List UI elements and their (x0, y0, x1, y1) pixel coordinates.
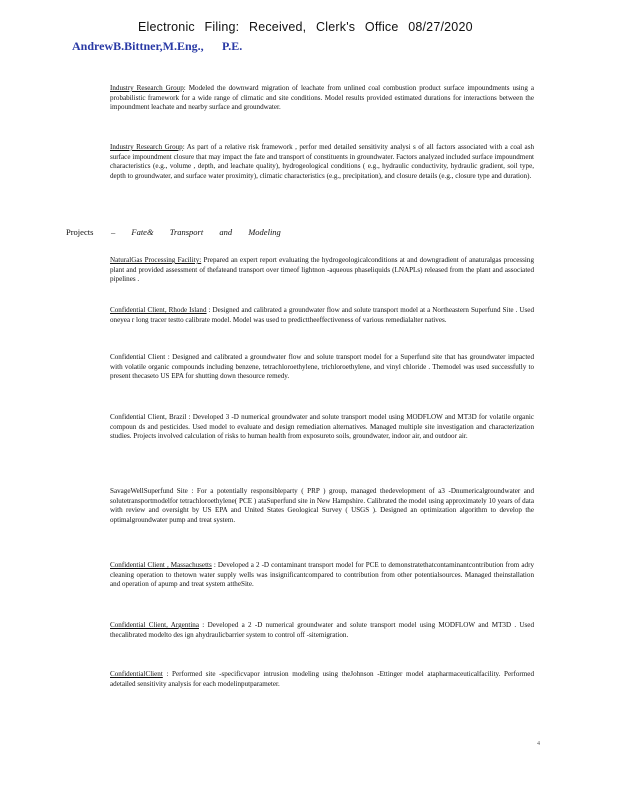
project-label: NaturalGas Processing Facility: (110, 256, 202, 264)
author-title: P.E. (222, 39, 243, 53)
project-paragraph (110, 670, 534, 689)
project-paragraph (110, 561, 534, 590)
project-text: : Performed site -specificvapor intrusion modeling using theJohnson -Ettinger model atapharmaceuticalfacility. Performed adetailed sensitivity analysis for each modelinputparameter. (110, 670, 534, 688)
project-text: Confidential Client : Designed and calibrated a groundwater flow and solute transport model for a Superfund site that has groundwater impacted with volatile organic compounds including benzene, tetrachloroethylene, trichloroethylene, and vinyl chloride . Themodel was used successfully to present thecaseto US EPA for shutting down thesource remedy. (110, 353, 534, 381)
project-text: : Developed a 2 -D contaminant transport model for PCE to demonstratethatcontaminantcontribution from adry cleaning operation to thetown water supply wells was insignificantcompared to contribution from other potentialsources. Managed theinstallation and operation of apump and treat system attheSite. (110, 561, 534, 589)
project-paragraph (110, 256, 534, 285)
author-name: AndrewB.Bittner,M.Eng., (72, 39, 204, 53)
project-text: SavageWellSuperfund Site : For a potentially responsibleparty ( PRP ) group, managed thedevelopment of a3 -Dnumericalgroundwater and solutetransportmodelfor tetrachloroethylene( PCE ) ataSuperfund site in New Hampshire. Calibrated the model using approximately 10 years of data with review and oversight by US EPA and United States Geological Survey ( USGS ). Designed an optimization algorithm to develop the optimalgroundwater pump and treat system. (110, 487, 534, 524)
project-paragraph (110, 353, 534, 382)
project-label: Confidential Client , Massachusetts (110, 561, 212, 569)
project-paragraph (110, 84, 534, 113)
project-label: Industry Research Group (110, 143, 183, 151)
project-paragraph (110, 487, 534, 525)
project-label: Industry Research Group (110, 84, 184, 92)
section-heading: – Fate& Transport and Modeling (111, 227, 281, 237)
project-label: ConfidentialClient (110, 670, 163, 678)
project-paragraph (110, 621, 534, 640)
project-text: : Modeled the downward migration of leachate from unlined coal combustion product surface impoundments using a probabilistic framework for a wide range of climatic and site conditions. Model results provided estimated durations for interactions between the impoundment leachate and nearby surface and groundwater. (110, 84, 535, 112)
project-paragraph (110, 143, 534, 181)
project-text: Prepared an expert report evaluating the hydrogeologicalconditions at and downgradient of anaturalgas processing plant and provided assessment of thefateand transport over timeof lightnon -aqueous phaseliquids (LNAPLs) released from the plant and associated pipelines . (110, 256, 534, 284)
section-side-label: Projects (66, 227, 94, 237)
project-text: : Designed and calibrated a groundwater flow and solute transport model at a Northeastern Superfund Site . Used oneyea r long tracer testto calibrate model. Model was used to predicttheeffectiveness of various remedialalter natives. (110, 306, 534, 324)
project-paragraph (110, 306, 534, 325)
project-label: Confidential Client, Argentina (110, 621, 200, 629)
project-text: : As part of a relative risk framework , perfor med detailed sensitivity analysi s of all factors associated with a coal ash surface impoundment closure that may impact the fate and transport of constituents in groundwater. Factors analyzed included surface impoundment characteristics (e.g., volume , depth, and leachate quality), hydrogeological conditions ( e.g., hydraulic conductivity, hydraulic gradient, soil type, depth to groundwater, and surface water proximity), climatic characteristics (e.g., precipitation), and closure details (e.g., closure type and duration). (110, 143, 535, 180)
project-label: Confidential Client, Rhode Island (110, 306, 207, 314)
page-number: 4 (537, 741, 540, 747)
project-text: Confidential Client, Brazil : Developed 3 -D numerical groundwater and solute transport model using MODFLOW and MT3D for volatile organic compoun ds and pesticides. Used model to evaluate and design remediation alternatives. Managed multiple site investigation and characterization studies. Projects involved calculation of risks to human health from exposureto soils, groundwater, indoor air, and outdoor air. (110, 413, 534, 441)
filing-header: Electronic Filing: Received, Clerk's Office 08/27/2020 (138, 20, 473, 34)
project-text: : Developed a 2 -D numerical groundwater and solute transport model using MODFLOW and MT3D . Used thecalibrated modelto des ign ahydraulicbarrier system to control off -sitemigration. (110, 621, 535, 639)
project-paragraph (110, 413, 534, 442)
